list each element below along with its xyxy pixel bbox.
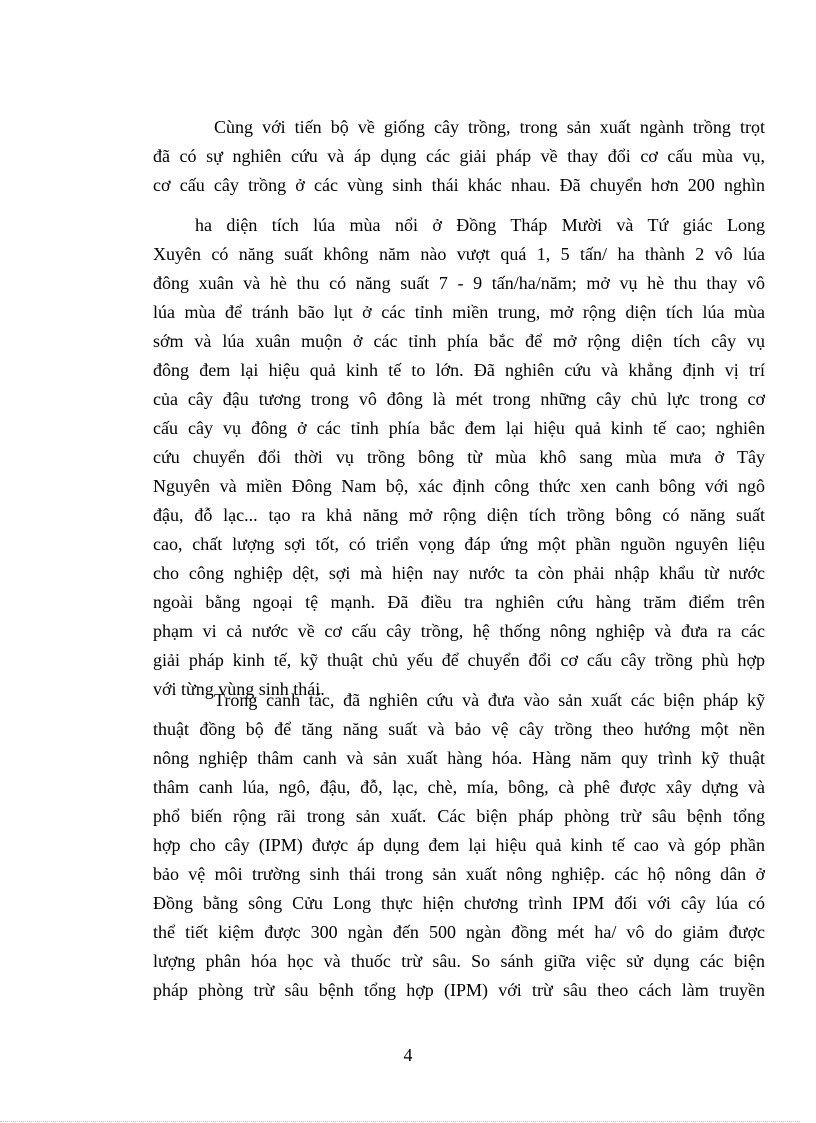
text-line: Đồng bằng sông Cửu Long thực hiện chương trình IPM đối với cây lúa có [153,893,765,913]
text-line: với từng vùng sinh thái. [153,679,325,699]
text-line: thuật đồng bộ để tăng năng suất và bảo vệ cây trồng theo hướng một nền [153,719,765,739]
text-line: cho công nghiệp dệt, sợi mà hiện nay nước ta còn phải nhập khẩu từ nước [153,563,765,583]
text-line: lượng phân hóa học và thuốc trừ sâu. So sánh giữa việc sử dụng các biện [153,951,765,971]
footer-divider [0,1121,800,1122]
text-line: Cùng với tiến bộ về giống cây trồng, trong sản xuất ngành trồng trọt [214,117,765,137]
text-line: bảo vệ môi trường sinh thái trong sản xuất nông nghiệp. các hộ nông dân ở [153,864,765,884]
text-line: của cây đậu tương trong vô đông là mét trong những cây chủ lực trong cơ [153,389,765,409]
text-line: thâm canh lúa, ngô, đậu, đỗ, lạc, chè, mía, bông, cà phê được xây dựng và [153,777,765,797]
text-line: cơ cấu cây trồng ở các vùng sinh thái khác nhau. Đã chuyển hơn 200 nghìn [153,175,765,195]
paragraph-cultivation-ipm [153,686,765,1005]
text-line: hợp cho cây (IPM) được áp dụng đem lại hiệu quả kinh tế cao và góp phần [153,835,765,855]
text-line: giải pháp kinh tế, kỹ thuật chủ yếu để chuyển đổi cơ cấu cây trồng phù hợp [153,650,765,670]
text-line: đậu, đỗ lạc... tạo ra khả năng mở rộng diện tích trồng bông có năng suất [153,505,765,525]
text-line: cao, chất lượng sợi tốt, có triển vọng đáp ứng một phần nguồn nguyên liệu [153,534,765,554]
text-line: ha diện tích lúa mùa nổi ở Đồng Tháp Mười và Tứ giác Long [195,215,765,235]
page-number: 4 [403,1045,413,1065]
text-line: ngoài bằng ngoại tệ mạnh. Đã điều tra nghiên cứu hàng trăm điểm trên [153,592,765,612]
text-line: phạm vi cả nước về cơ cấu cây trồng, hệ thống nông nghiệp và đưa ra các [153,621,765,641]
text-line: lúa mùa để tránh bão lụt ở các tỉnh miền trung, mở rộng diện tích lúa mùa [153,302,765,322]
paragraph-crop-varieties [153,113,765,200]
text-line: thể tiết kiệm được 300 ngàn đến 500 ngàn đồng mét ha/ vô do giảm được [153,922,765,942]
text-line: Xuyên có năng suất không năm nào vượt quá 1, 5 tấn/ ha thành 2 vô lúa [153,244,765,264]
text-line: đã có sự nghiên cứu và áp dụng các giải pháp về thay đổi cơ cấu mùa vụ, [153,146,765,166]
paragraph-crop-structure [153,211,765,704]
text-line: cứu chuyển đổi thời vụ trồng bông từ mùa khô sang mùa mưa ở Tây [153,447,765,467]
text-line: Trong canh tác, đã nghiên cứu và đưa vào sản xuất các biện pháp kỹ [214,690,765,710]
text-line: cấu cây vụ đông ở các tỉnh phía bắc đem lại hiệu quả kinh tế cao; nghiên [153,418,765,438]
text-line: đông đem lại hiệu quả kinh tế to lớn. Đã nghiên cứu và khẳng định vị trí [153,360,765,380]
text-line: đông xuân và hè thu có năng suất 7 - 9 tấn/ha/năm; mở vụ hè thu thay vô [153,273,765,293]
text-line: nông nghiệp thâm canh và sản xuất hàng hóa. Hàng năm quy trình kỹ thuật [153,748,765,768]
text-line: Nguyên và miền Đông Nam bộ, xác định công thức xen canh bông với ngô [153,476,765,496]
text-line: phổ biến rộng rãi trong sản xuất. Các biện pháp phòng trừ sâu bệnh tổng [153,806,765,826]
text-line: pháp phòng trừ sâu bệnh tổng hợp (IPM) với trừ sâu theo cách làm truyền [153,980,765,1000]
text-line: sớm và lúa xuân muộn ở các tỉnh phía bắc để mở rộng diện tích cây vụ [153,331,765,351]
